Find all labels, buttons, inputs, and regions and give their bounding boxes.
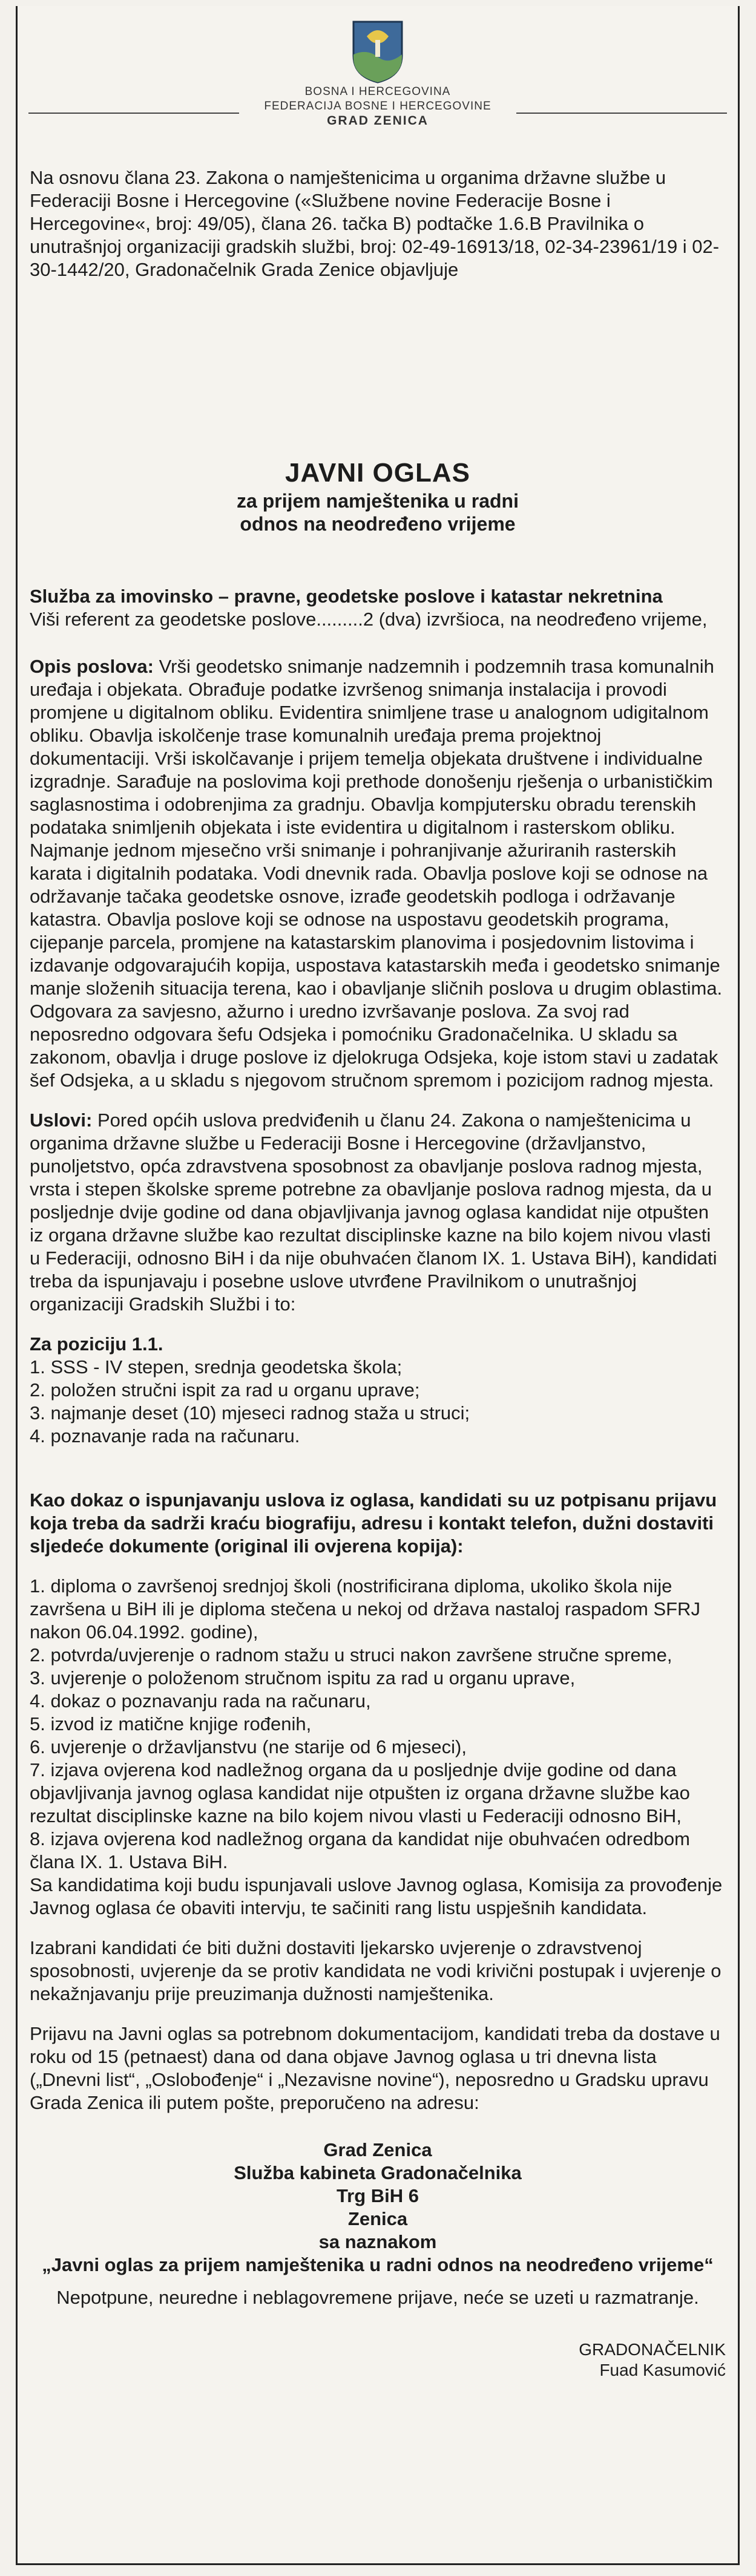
header-rule-left (28, 113, 239, 114)
address-line: Trg BiH 6 (336, 2185, 419, 2206)
notice-body (30, 166, 726, 2381)
service-name: Služba za imovinsko – pravne, geodetske poslove i katastar nekretnina (30, 586, 663, 607)
signature-name: Fuad Kasumović (599, 2361, 726, 2379)
position-label: Za poziciju 1.1. (30, 1333, 163, 1355)
list-item: 8. izjava ovjerena kod nadležnog organa da kandidat nije obuhvaćen odredbom člana IX. 1. Ustava BiH. (30, 1828, 690, 1872)
list-item: 7. izjava ovjerena kod nadležnog organa da u posljednje dvije godine od dana objavljivanja javnog oglasa kandidat nije otpušten iz organa državne službe kao rezultat disciplinske kazne na bilo kojem nivou vlasti u Federaciji odnosno BiH, (30, 1759, 690, 1826)
signature-title: GRADONAČELNIK (579, 2340, 726, 2359)
title-sub-1: za prijem namještenika u radni (237, 490, 519, 512)
position-requirements (30, 1356, 726, 1448)
address-line: „Javni oglas za prijem namještenika u radni odnos na neodređeno vrijeme“ (42, 2254, 714, 2275)
list-item: 4. poznavanje rada na računaru. (30, 1425, 300, 1447)
interview-paragraph: Sa kandidatima koji budu ispunjavali uslove Javnog oglasa, Komisija za provođenje Javnog oglasa će obaviti intervju, te sačiniti rang listu uspješnih kandidata. (30, 1874, 723, 1918)
header (18, 18, 738, 128)
documents-list (30, 1575, 726, 1874)
notice-frame (16, 6, 740, 2565)
address-line: sa naznakom (318, 2231, 437, 2252)
header-country: BOSNA I HERCEGOVINA (304, 85, 451, 98)
list-item: 3. najmanje deset (10) mjeseci radnog staža u struci; (30, 1402, 470, 1424)
incomplete-notice: Nepotpune, neuredne i neblagovremene prijave, neće se uzeti u razmatranje. (56, 2287, 699, 2308)
application-paragraph: Prijavu na Javni oglas sa potrebnom dokumentacijom, kandidati treba da dostave u roku od 15 (petnaest) dana od dana objave Javnog oglasa u tri dnevna lista („Dnevni list“, „Oslobođenje“ i „Nezavisne novine“), neposredno u Gradsku upravu Grada Zenica ili putem pošte, preporučeno na adresu: (30, 2023, 720, 2113)
header-rule-right (516, 113, 727, 114)
address-block (30, 2139, 726, 2277)
signature-block (30, 2339, 726, 2381)
list-item: 1. SSS - IV stepen, srednja geodetska škola; (30, 1356, 403, 1378)
intro-paragraph: Na osnovu člana 23. Zakona o namještenicima u organima državne službe u Federaciji Bosne i Hercegovine («Službene novine Federacije Bosne i Hercegovine«, broj: 49/05), člana 26. tačka B) podtačke 1.6.B Pravilnika o unutrašnjoj organizaciji gradskih službi, broj: 02-49-16913/18, 02-34-23961/19 i 02-30-1442/20, Gradonačelnik Grada Zenice objavljuje (30, 167, 720, 280)
list-item: 2. potvrda/uvjerenje o radnom stažu u struci nakon završene stručne spreme, (30, 1644, 672, 1666)
conditions-label: Uslovi: (30, 1110, 93, 1131)
list-item: 3. uvjerenje o položenom stručnom ispitu za rad u organu uprave, (30, 1667, 576, 1688)
title-main: JAVNI OGLAS (284, 458, 470, 488)
job-description-label: Opis poslova: (30, 656, 154, 677)
list-item: 4. dokaz o poznavanju rada na računaru, (30, 1690, 371, 1711)
address-line: Grad Zenica (323, 2139, 432, 2160)
medical-paragraph: Izabrani kandidati će biti dužni dostaviti ljekarsko uvjerenje o zdravstvenoj sposobnosti, uvjerenje da se protiv kandidata ne vodi krivični postupak i uvjerenje o nekažnjavanju prije preuzimanja dužnosti namještenika. (30, 1937, 721, 2004)
notice-title (30, 457, 726, 535)
list-item: 6. uvjerenje o državljanstvu (ne starije od 6 mjeseci), (30, 1736, 467, 1757)
conditions-text: Pored općih uslova predviđenih u članu 24. Zakona o namještenicima u organima državne službe u Federaciji Bosne i Hercegovine (državljanstvo, punoljetstvo, opća zdravstvena sposobnost za obavljanje poslova radnog mjesta, vrsta i stepen školske spreme potrebne za obavljanje poslova radnog mjesta, da u posljednje dvije godine od dana objavljivanja javnog oglasa kandidat nije otpušten iz organa državne službe kao rezultat disciplinske kazne na bilo kojem nivou vlasti u Federaciji, odnosno BiH i da nije obuhvaćen članom IX. 1. Ustava BiH), kandidati treba da ispunjavaju i posebne uslove utvrđene Pravilnikom o unutrašnjoj organizaciji Gradskih Službi i to: (30, 1110, 717, 1315)
title-sub-2: odnos na neodređeno vrijeme (240, 513, 516, 535)
job-description (30, 655, 726, 1092)
coat-of-arms-icon (349, 18, 407, 85)
header-city: GRAD ZENICA (327, 114, 429, 128)
job-description-text: Vrši geodetsko snimanje nadzemnih i podzemnih trasa komunalnih uređaja i objekata. Obrađuje podatke izvršenog snimanja instalacija i provodi promjene u digitalnom obliku. Evidentira snimljene trase u analognom udigitalnom obliku. Obavlja iskolčenje trase komunalnih uređaja prema projektnoj dokumentaciji. Vrši iskolčavanje i prijem temelja objekata društvene i individualne izgradnje. Sarađuje na poslovima koji prethode donošenju rješenja o urbanističkim saglasnostima i odobrenjima za gradnju. Obavlja kompjutersku obradu terenskih podataka snimljenih objekata i iste evidentira u digitalnom i rasterskom obliku. Najmanje jednom mjesečno vrši snimanje i pohranjivanje ažuriranih rasterskih karata i digitalnih podataka. Vodi dnevnik rada. Obavlja poslove koji se odnose na održavanje tačaka geodetske osnove, izrađe geodetskih podloga i održavanje katastra. Obavlja poslove koji se odnose na uspostavu geodetskih programa, cijepanje parcela, promjene na katastarskim planovima i posjedovnim listovima i izdavanje odgovarajućih kopija, uspostava katastarskih međa i geodetsko snimanje manje složenih situacija terena, kao i obavljanje sličnih poslova u drugim oblastima. Odgovara za savjesno, ažurno i uredno izvršavanje poslova. Za svoj rad neposredno odgovara šefu Odsjeka i pomoćniku Gradonačelnika. U skladu sa zakonom, obavlja i druge poslove iz djelokruga Odsjeka, koje istom stavi u zadatak šef Odsjeka, a u skladu s njegovom stručnom spremom i pozicijom radnog mjesta. (30, 656, 723, 1091)
address-line: Zenica (347, 2208, 408, 2229)
address-line: Služba kabineta Gradonačelnika (234, 2162, 522, 2183)
documents-heading: Kao dokaz o ispunjavanju uslova iz oglasa, kandidati su uz potpisanu prijavu koja treba da sadrži kraću biografiju, adresu i kontakt telefon, dužni dostaviti sljedeće dokumente (original ili ovjerena kopija): (30, 1489, 717, 1557)
list-item: 5. izvod iz matične knjige rođenih, (30, 1713, 312, 1734)
position-line: Viši referent za geodetske poslove.........2 (dva) izvršioca, na neodređeno vrijeme, (30, 609, 708, 630)
header-federation: FEDERACIJA BOSNE I HERCEGOVINE (264, 100, 491, 113)
conditions (30, 1109, 726, 1316)
list-item: 2. položen stručni ispit za rad u organu uprave; (30, 1379, 420, 1401)
list-item: 1. diploma o završenoj srednjoj školi (nostrificirana diploma, ukoliko škola nije završena u BiH ili je diploma stečena u nekoj od država nastalој raspadom SFRJ nakon 06.04.1992. godine), (30, 1575, 700, 1643)
